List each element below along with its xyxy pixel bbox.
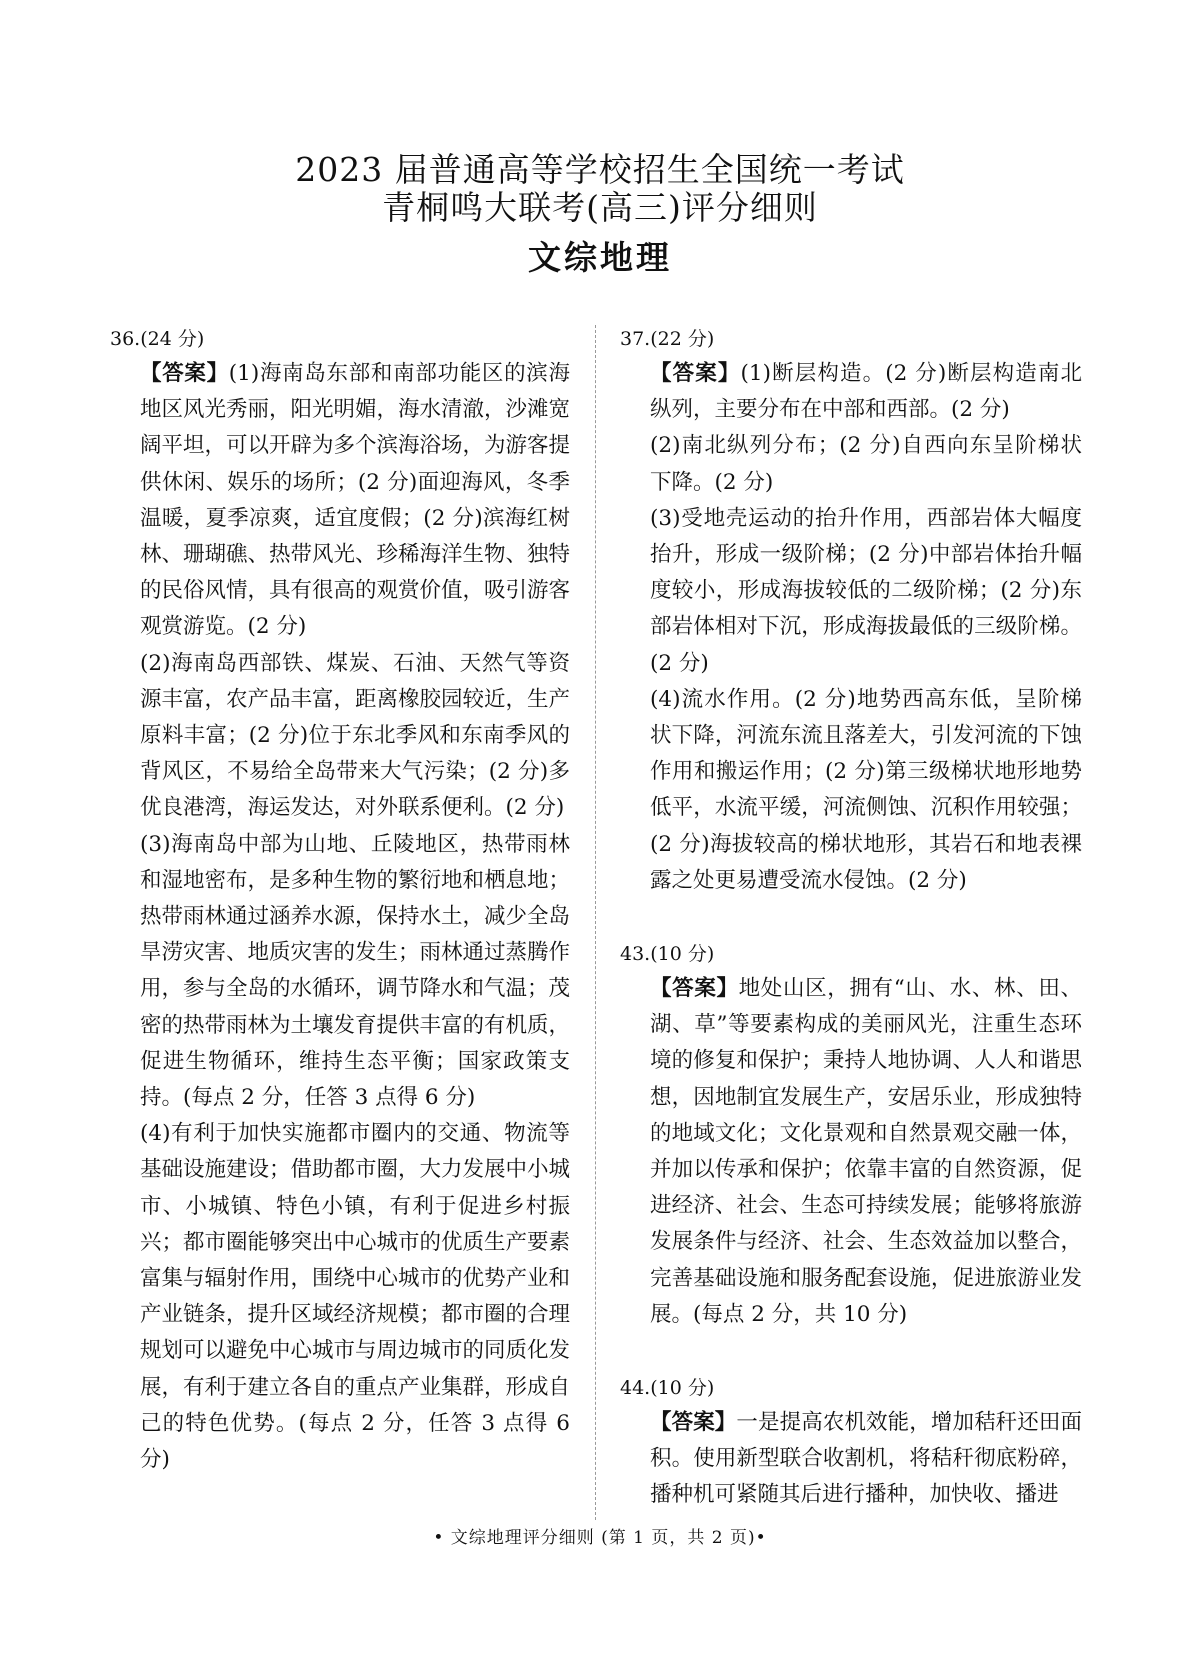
answer-label: 【答案】 (650, 361, 741, 386)
question-number: 43.(10 分) (620, 943, 715, 966)
answer-paragraph: (4)有利于加快实施都市圈内的交通、物流等基础设施建设；借助都市圈，大力发展中小城市、小城镇、特色小镇，有利于促进乡村振兴；都市圈能够突出中心城市的优质生产要素富集与辐射作用，围绕中心城市的优势产业和产业链条，提升区域经济规模；都市圈的合理规划可以避免中心城市与周边城市的同质化发展，有利于建立各自的重点产业集群，形成自己的特色优势。(每点 2 分，任答 3 点得 6 分) (140, 1121, 571, 1473)
answer-text: 一是提高农机效能，增加秸秆还田面积。使用新型联合收割机，将秸秆彻底粉碎，播种机可紧随其后进行播种，加快收、播进 (650, 1410, 1082, 1508)
answer-paragraph (620, 356, 1082, 428)
answer-label: 【答案】 (650, 976, 739, 1002)
answer-paragraph: (2)南北纵列分布；(2 分)自西向东呈阶梯状下降。(2 分) (650, 433, 1082, 495)
page-footer: • 文综地理评分细则 (第 1 页，共 2 页)• (433, 1528, 767, 1548)
answer-label: 【答案】 (650, 1410, 737, 1436)
answer-text: 地处山区，拥有“山、水、林、田、湖、草”等要素构成的美丽风光，注重生态环境的修复和保护；秉持人地协调、人人和谐思想，因地制宜发展生产，安居乐业，形成独特的地域文化；文化景观和自然景观交融一体，并加以传承和保护；依靠丰富的自然资源，促进经济、社会、生态可持续发展；能够将旅游发展条件与经济、社会、生态效益加以整合，完善基础设施和服务配套设施，促进旅游业发展。(每点 2 分，共 10 分) (650, 976, 1082, 1327)
answer-paragraph: (3)海南岛中部为山地、丘陵地区，热带雨林和湿地密布，是多种生物的繁衍地和栖息地；热带雨林通过涵养水源，保持水土，减少全岛旱涝灾害、地质灾害的发生；雨林通过蒸腾作用，参与全岛的水循环，调节降水和气温；茂密的热带雨林为土壤发育提供丰富的有机质，促进生物循环，维持生态平衡；国家政策支持。(每点 2 分，任答 3 点得 6 分) (140, 831, 571, 1111)
exam-subtitle: 青桐鸣大联考(高三)评分细则 (382, 188, 818, 227)
subject-heading: 文综地理 (528, 238, 672, 277)
question-36 (110, 322, 570, 1478)
exam-title: 2023 届普通高等学校招生全国统一考试 (295, 150, 905, 189)
question-number: 37.(22 分) (620, 328, 715, 350)
left-column (110, 322, 570, 1516)
right-column (620, 322, 1082, 1552)
answer-paragraph: (4)流水作用。(2 分)地势西高东低，呈阶梯状下降，河流东流且落差大，引发河流的下蚀作用和搬运作用；(2 分)第三级梯状地形地势低平，水流平缓，河流侧蚀、沉积作用较强；(2 分)海拔较高的梯状地形，其岩石和地表裸露之处更易遭受流水侵蚀。(2 分) (650, 686, 1082, 893)
answer-paragraph: (2)海南岛西部铁、煤炭、石油、天然气等资源丰富，农产品丰富，距离橡胶园较近，生产原料丰富；(2 分)位于东北季风和东南季风的背风区，不易给全岛带来大气污染；(2 分)多优良港湾，海运发达，对外联系便利。(2 分) (140, 650, 571, 821)
question-37 (620, 322, 1082, 899)
answer-text: (1)断层构造。(2 分)断层构造南北纵列，主要分布在中部和西部。(2 分) (650, 361, 1082, 423)
answer-paragraph (620, 971, 1082, 1333)
answer-paragraph (110, 356, 570, 646)
answer-paragraph: (3)受地壳运动的抬升作用，西部岩体大幅度抬升，形成一级阶梯；(2 分)中部岩体抬升幅度较小，形成海拔较低的二级阶梯；(2 分)东部岩体相对下沉，形成海拔最低的三级阶梯。(2 分) (650, 505, 1082, 676)
question-number: 44.(10 分) (620, 1377, 715, 1400)
question-number: 36.(24 分) (110, 328, 205, 350)
question-44 (620, 1371, 1082, 1514)
answer-paragraph (620, 1405, 1082, 1514)
column-divider (595, 325, 596, 1520)
answer-label: 【答案】 (140, 361, 229, 386)
answer-text: (1)海南岛东部和南部功能区的滨海地区风光秀丽，阳光明媚，海水清澈，沙滩宽阔平坦，可以开辟为多个滨海浴场，为游客提供休闲、娱乐的场所；(2 分)面迎海风，冬季温暖，夏季凉爽，适宜度假；(2 分)滨海红树林、珊瑚礁、热带风光、珍稀海洋生物、独特的民俗风情，具有很高的观赏价值，吸引游客观赏游览。(2 分) (140, 361, 571, 640)
question-43 (620, 937, 1082, 1333)
